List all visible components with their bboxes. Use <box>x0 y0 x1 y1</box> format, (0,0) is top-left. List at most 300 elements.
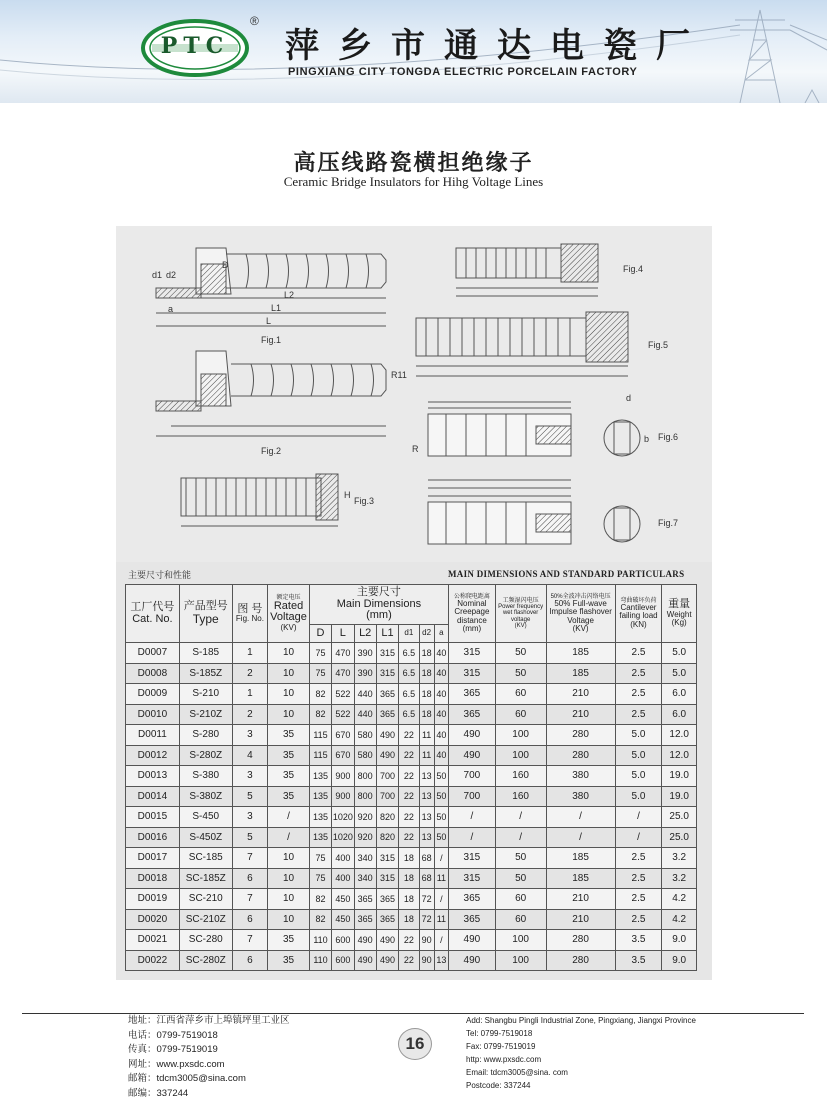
cell-fig-no: 7 <box>232 889 268 910</box>
cell-L: 450 <box>332 889 354 910</box>
cell-fig-no: 3 <box>232 807 268 828</box>
cell-rated-voltage: 10 <box>268 663 310 684</box>
cell-creepage: 490 <box>449 745 496 766</box>
footer-email-cn[interactable]: 邮箱：tdcm3005@sina.com <box>128 1072 290 1087</box>
header-fig-no: 图 号 Fig. No. <box>232 585 268 643</box>
cell-D: 82 <box>309 704 331 725</box>
cell-L2: 390 <box>354 663 376 684</box>
cell-cantilever-load: 5.0 <box>615 725 662 746</box>
cell-d1: 22 <box>399 766 419 787</box>
cell-L1: 365 <box>376 684 398 705</box>
cell-a: / <box>434 889 448 910</box>
cell-impulse-flashover: 280 <box>546 950 615 971</box>
specifications-table <box>125 584 697 971</box>
cell-cat-no: D0017 <box>126 848 180 869</box>
cell-fig-no: 6 <box>232 868 268 889</box>
fig3-drawing <box>181 474 338 526</box>
cell-cantilever-load: 5.0 <box>615 786 662 807</box>
cell-L: 522 <box>332 704 354 725</box>
dim-D-label: D <box>222 260 229 270</box>
cell-L: 400 <box>332 848 354 869</box>
header-creepage: 公称爬电距离 Nominal Creepage distance (mm) <box>449 585 496 643</box>
cell-d2: 13 <box>419 786 434 807</box>
cell-D: 135 <box>309 827 331 848</box>
cell-cantilever-load: 2.5 <box>615 663 662 684</box>
cell-cantilever-load: 2.5 <box>615 889 662 910</box>
cell-impulse-flashover: / <box>546 807 615 828</box>
cell-cat-no: D0011 <box>126 725 180 746</box>
cell-impulse-flashover: 280 <box>546 745 615 766</box>
cell-fig-no: 4 <box>232 745 268 766</box>
cell-D: 135 <box>309 786 331 807</box>
company-name-cn: 萍乡市通达电瓷厂 <box>285 18 709 67</box>
cell-cantilever-load: 3.5 <box>615 950 662 971</box>
cell-L: 900 <box>332 786 354 807</box>
footer-postcode-cn: 邮编：337244 <box>128 1087 290 1101</box>
cell-cantilever-load: 2.5 <box>615 704 662 725</box>
cell-D: 115 <box>309 745 331 766</box>
cell-creepage: 700 <box>449 766 496 787</box>
cell-type: S-450Z <box>179 827 232 848</box>
cell-rated-voltage: 10 <box>268 643 310 664</box>
header-col-a: a <box>434 625 448 643</box>
table-row <box>126 786 697 807</box>
cell-L2: 365 <box>354 909 376 930</box>
header-col-d2: d2 <box>419 625 434 643</box>
cell-type: S-185Z <box>179 663 232 684</box>
table-row <box>126 725 697 746</box>
cell-d1: 18 <box>399 889 419 910</box>
header-wet-flashover: 工频湿闪电压 Power frequency wet flashover voltage (KV) <box>495 585 546 643</box>
cell-L: 1020 <box>332 807 354 828</box>
cell-fig-no: 6 <box>232 909 268 930</box>
cell-cat-no: D0013 <box>126 766 180 787</box>
cell-d2: 72 <box>419 909 434 930</box>
cell-cat-no: D0019 <box>126 889 180 910</box>
cell-creepage: 315 <box>449 643 496 664</box>
dim-L2-label: L2 <box>284 290 294 300</box>
cell-type: SC-210 <box>179 889 232 910</box>
cell-weight: 6.0 <box>662 704 697 725</box>
cell-d2: 13 <box>419 807 434 828</box>
cell-d2: 68 <box>419 868 434 889</box>
cell-rated-voltage: 10 <box>268 684 310 705</box>
cell-impulse-flashover: 185 <box>546 868 615 889</box>
cell-d2: 11 <box>419 745 434 766</box>
table-row <box>126 827 697 848</box>
cell-type: SC-280Z <box>179 950 232 971</box>
cell-rated-voltage: 10 <box>268 909 310 930</box>
cell-wet-flashover: 100 <box>495 930 546 951</box>
header-col-L1: L1 <box>376 625 398 643</box>
cell-type: S-185 <box>179 643 232 664</box>
cell-L2: 580 <box>354 725 376 746</box>
cell-wet-flashover: 160 <box>495 766 546 787</box>
cell-type: S-210Z <box>179 704 232 725</box>
cell-rated-voltage: 35 <box>268 766 310 787</box>
cell-impulse-flashover: 185 <box>546 848 615 869</box>
cell-wet-flashover: 100 <box>495 745 546 766</box>
header-cantilever-load: 弯曲破坏负荷 Cantilever failing load (KN) <box>615 585 662 643</box>
cell-rated-voltage: 35 <box>268 950 310 971</box>
cell-rated-voltage: 35 <box>268 725 310 746</box>
cell-impulse-flashover: 380 <box>546 786 615 807</box>
cell-impulse-flashover: 380 <box>546 766 615 787</box>
cell-weight: 25.0 <box>662 807 697 828</box>
cell-impulse-flashover: 210 <box>546 684 615 705</box>
footer-fax-en: Fax: 0799-7519019 <box>466 1040 696 1053</box>
table-row <box>126 643 697 664</box>
cell-fig-no: 7 <box>232 930 268 951</box>
cell-a: 40 <box>434 704 448 725</box>
cell-rated-voltage: 10 <box>268 704 310 725</box>
dim-b-label: b <box>644 434 649 444</box>
footer-website-en[interactable]: http: www.pxsdc.com <box>466 1053 696 1066</box>
cell-L1: 315 <box>376 848 398 869</box>
cell-L2: 390 <box>354 643 376 664</box>
dim-H-label: H <box>344 490 351 500</box>
fig2-label: Fig.2 <box>261 446 281 456</box>
cell-L1: 700 <box>376 766 398 787</box>
cell-wet-flashover: 60 <box>495 704 546 725</box>
cell-D: 135 <box>309 766 331 787</box>
cell-fig-no: 1 <box>232 643 268 664</box>
cell-L1: 315 <box>376 663 398 684</box>
fig6-drawing <box>428 402 640 456</box>
table-row <box>126 930 697 951</box>
cell-L: 1020 <box>332 827 354 848</box>
cell-a: 40 <box>434 663 448 684</box>
fig4-drawing <box>456 244 598 296</box>
cell-weight: 5.0 <box>662 643 697 664</box>
table-row <box>126 909 697 930</box>
footer-phone-en: Tel: 0799-7519018 <box>466 1027 696 1040</box>
cell-d2: 68 <box>419 848 434 869</box>
fig3-label: Fig.3 <box>354 496 374 506</box>
cell-a: 50 <box>434 827 448 848</box>
cell-d1: 6.5 <box>399 643 419 664</box>
cell-D: 82 <box>309 909 331 930</box>
header-type: 产品型号 Type <box>179 585 232 643</box>
fig4-label: Fig.4 <box>623 264 643 274</box>
cell-weight: 4.2 <box>662 889 697 910</box>
cell-a: 50 <box>434 786 448 807</box>
header-cat-no: 工厂代号 Cat. No. <box>126 585 180 643</box>
fig5-drawing <box>416 312 628 376</box>
cell-d1: 22 <box>399 930 419 951</box>
cell-d2: 18 <box>419 643 434 664</box>
table-row <box>126 889 697 910</box>
cell-L1: 315 <box>376 643 398 664</box>
cell-L2: 490 <box>354 950 376 971</box>
cell-wet-flashover: / <box>495 827 546 848</box>
cell-L2: 340 <box>354 848 376 869</box>
cell-D: 75 <box>309 643 331 664</box>
cell-L1: 700 <box>376 786 398 807</box>
cell-a: 11 <box>434 909 448 930</box>
cell-creepage: 315 <box>449 868 496 889</box>
cell-cat-no: D0007 <box>126 643 180 664</box>
cell-cantilever-load: 2.5 <box>615 643 662 664</box>
cell-fig-no: 5 <box>232 786 268 807</box>
cell-d2: 72 <box>419 889 434 910</box>
cell-d1: 6.5 <box>399 704 419 725</box>
page-number: 16 <box>398 1028 432 1060</box>
cell-rated-voltage: / <box>268 807 310 828</box>
cell-impulse-flashover: 185 <box>546 663 615 684</box>
cell-cantilever-load: / <box>615 827 662 848</box>
cell-D: 75 <box>309 663 331 684</box>
cell-wet-flashover: 160 <box>495 786 546 807</box>
cell-wet-flashover: 50 <box>495 848 546 869</box>
cell-d1: 22 <box>399 745 419 766</box>
cell-L2: 440 <box>354 684 376 705</box>
cell-type: SC-280 <box>179 930 232 951</box>
footer-address-cn: 地址：江西省萍乡市上埠镇坪里工业区 <box>128 1014 290 1029</box>
footer-phone-cn: 电话：0799-7519018 <box>128 1029 290 1044</box>
cell-a: / <box>434 848 448 869</box>
cell-weight: 12.0 <box>662 725 697 746</box>
cell-d2: 18 <box>419 684 434 705</box>
cell-L2: 580 <box>354 745 376 766</box>
cell-weight: 6.0 <box>662 684 697 705</box>
cell-creepage: / <box>449 827 496 848</box>
cell-L: 470 <box>332 643 354 664</box>
dim-d2-label: d2 <box>166 270 176 280</box>
cell-type: SC-210Z <box>179 909 232 930</box>
cell-a: 50 <box>434 807 448 828</box>
cell-L1: 490 <box>376 930 398 951</box>
table-row <box>126 848 697 869</box>
footer-address-en: Add: Shangbu Pingli Industrial Zone, Pingxiang, Jiangxi Province <box>466 1014 696 1027</box>
cell-d2: 90 <box>419 930 434 951</box>
fig1-label: Fig.1 <box>261 335 281 345</box>
cell-D: 82 <box>309 889 331 910</box>
cell-type: S-210 <box>179 684 232 705</box>
header-col-L: L <box>332 625 354 643</box>
dim-R11-label: R11 <box>391 370 407 380</box>
cell-L1: 490 <box>376 745 398 766</box>
drawings-svg <box>116 226 712 562</box>
table-row <box>126 745 697 766</box>
cell-wet-flashover: / <box>495 807 546 828</box>
header-main-dimensions: 主要尺寸 Main Dimensions (mm) <box>309 585 448 625</box>
cell-creepage: 315 <box>449 663 496 684</box>
cell-wet-flashover: 60 <box>495 909 546 930</box>
cell-L: 900 <box>332 766 354 787</box>
cell-fig-no: 6 <box>232 950 268 971</box>
cell-D: 135 <box>309 807 331 828</box>
table-row <box>126 663 697 684</box>
cell-a: 50 <box>434 766 448 787</box>
cell-wet-flashover: 100 <box>495 725 546 746</box>
cell-cat-no: D0015 <box>126 807 180 828</box>
dim-L1-label: L1 <box>271 303 281 313</box>
cell-fig-no: 7 <box>232 848 268 869</box>
cell-creepage: 490 <box>449 930 496 951</box>
cell-wet-flashover: 50 <box>495 643 546 664</box>
footer-contact-cn <box>128 1014 290 1101</box>
cell-a: 11 <box>434 868 448 889</box>
cell-D: 75 <box>309 848 331 869</box>
table-row <box>126 807 697 828</box>
cell-L: 400 <box>332 868 354 889</box>
cell-weight: 4.2 <box>662 909 697 930</box>
cell-fig-no: 2 <box>232 704 268 725</box>
cell-L2: 440 <box>354 704 376 725</box>
cell-cat-no: D0014 <box>126 786 180 807</box>
cell-type: SC-185Z <box>179 868 232 889</box>
cell-weight: 9.0 <box>662 930 697 951</box>
cell-L1: 820 <box>376 807 398 828</box>
dim-a-label: a <box>168 304 173 314</box>
footer-website-cn[interactable]: 网址：www.pxsdc.com <box>128 1058 290 1073</box>
footer-postcode-en: Postcode: 337244 <box>466 1079 696 1092</box>
cell-type: S-450 <box>179 807 232 828</box>
fig6-label: Fig.6 <box>658 432 678 442</box>
cell-impulse-flashover: 210 <box>546 704 615 725</box>
dim-L-label: L <box>266 316 271 326</box>
cell-creepage: / <box>449 807 496 828</box>
cell-rated-voltage: 10 <box>268 848 310 869</box>
cell-d1: 22 <box>399 786 419 807</box>
cell-cat-no: D0018 <box>126 868 180 889</box>
cell-type: S-280 <box>179 725 232 746</box>
table-row <box>126 868 697 889</box>
cell-impulse-flashover: 185 <box>546 643 615 664</box>
company-name-en: PINGXIANG CITY TONGDA ELECTRIC PORCELAIN FACTORY <box>288 66 637 78</box>
cell-type: S-380 <box>179 766 232 787</box>
table-label-en: MAIN DIMENSIONS AND STANDARD PARTICULARS <box>448 569 684 579</box>
cell-rated-voltage: 10 <box>268 889 310 910</box>
cell-weight: 12.0 <box>662 745 697 766</box>
header-col-D: D <box>309 625 331 643</box>
logo-text: PTC <box>150 33 240 59</box>
cell-impulse-flashover: 280 <box>546 930 615 951</box>
cell-rated-voltage: / <box>268 827 310 848</box>
cell-cantilever-load: 2.5 <box>615 868 662 889</box>
cell-fig-no: 5 <box>232 827 268 848</box>
page-title: 高压线路瓷横担绝缘子 <box>0 146 827 177</box>
cell-cat-no: D0021 <box>126 930 180 951</box>
cell-rated-voltage: 35 <box>268 786 310 807</box>
cell-d2: 18 <box>419 704 434 725</box>
cell-D: 115 <box>309 725 331 746</box>
fig5-label: Fig.5 <box>648 340 668 350</box>
cell-L2: 800 <box>354 786 376 807</box>
cell-weight: 3.2 <box>662 868 697 889</box>
cell-weight: 5.0 <box>662 663 697 684</box>
cell-cat-no: D0020 <box>126 909 180 930</box>
cell-a: 40 <box>434 725 448 746</box>
cell-wet-flashover: 50 <box>495 868 546 889</box>
cell-cat-no: D0022 <box>126 950 180 971</box>
cell-fig-no: 3 <box>232 766 268 787</box>
cell-L: 600 <box>332 950 354 971</box>
cell-a: 13 <box>434 950 448 971</box>
cell-L2: 800 <box>354 766 376 787</box>
header-impulse-flashover: 50%全波冲击闪络电压 50% Full-wave Impulse flashover Voltage (KV) <box>546 585 615 643</box>
fig2-drawing <box>156 351 386 436</box>
footer-contact-en <box>466 1014 696 1092</box>
cell-fig-no: 1 <box>232 684 268 705</box>
cell-a: 40 <box>434 745 448 766</box>
specifications-table-body <box>126 643 697 971</box>
cell-D: 75 <box>309 868 331 889</box>
cell-L1: 490 <box>376 950 398 971</box>
fig7-drawing <box>428 480 640 544</box>
cell-wet-flashover: 60 <box>495 889 546 910</box>
cell-creepage: 315 <box>449 848 496 869</box>
cell-cat-no: D0016 <box>126 827 180 848</box>
cell-D: 110 <box>309 930 331 951</box>
cell-weight: 19.0 <box>662 766 697 787</box>
cell-d2: 13 <box>419 827 434 848</box>
cell-fig-no: 2 <box>232 663 268 684</box>
cell-L2: 340 <box>354 868 376 889</box>
cell-cantilever-load: 2.5 <box>615 909 662 930</box>
cell-fig-no: 3 <box>232 725 268 746</box>
cell-L: 670 <box>332 725 354 746</box>
cell-creepage: 490 <box>449 950 496 971</box>
cell-L2: 365 <box>354 889 376 910</box>
table-row <box>126 950 697 971</box>
cell-L1: 365 <box>376 889 398 910</box>
cell-L2: 920 <box>354 827 376 848</box>
cell-L1: 315 <box>376 868 398 889</box>
cell-L: 670 <box>332 745 354 766</box>
cell-a: / <box>434 930 448 951</box>
cell-D: 110 <box>309 950 331 971</box>
footer-email-en[interactable]: Email: tdcm3005@sina. com <box>466 1066 696 1079</box>
table-row <box>126 704 697 725</box>
dim-R-label: R <box>412 444 419 454</box>
cell-type: S-280Z <box>179 745 232 766</box>
table-label-cn: 主要尺寸和性能 <box>128 568 191 581</box>
cell-L2: 490 <box>354 930 376 951</box>
cell-a: 40 <box>434 643 448 664</box>
cell-creepage: 365 <box>449 704 496 725</box>
cell-impulse-flashover: / <box>546 827 615 848</box>
registered-mark: ® <box>250 14 259 28</box>
cell-creepage: 490 <box>449 725 496 746</box>
cell-d1: 6.5 <box>399 684 419 705</box>
cell-L1: 820 <box>376 827 398 848</box>
cell-L1: 365 <box>376 704 398 725</box>
page-subtitle: Ceramic Bridge Insulators for Hihg Voltage Lines <box>0 174 827 190</box>
cell-d2: 13 <box>419 766 434 787</box>
cell-d2: 90 <box>419 950 434 971</box>
header-banner <box>0 0 827 103</box>
cell-d2: 18 <box>419 663 434 684</box>
cell-cat-no: D0009 <box>126 684 180 705</box>
cell-L: 470 <box>332 663 354 684</box>
cell-creepage: 365 <box>449 684 496 705</box>
cell-weight: 19.0 <box>662 786 697 807</box>
cell-impulse-flashover: 210 <box>546 889 615 910</box>
header-rated-voltage: 额定电压 Rated Voltage (KV) <box>268 585 310 643</box>
cell-wet-flashover: 60 <box>495 684 546 705</box>
cell-d1: 22 <box>399 725 419 746</box>
dim-d-label: d <box>626 393 631 403</box>
cell-cantilever-load: 5.0 <box>615 745 662 766</box>
cell-L: 450 <box>332 909 354 930</box>
cell-L: 600 <box>332 930 354 951</box>
cell-impulse-flashover: 280 <box>546 725 615 746</box>
cell-type: S-380Z <box>179 786 232 807</box>
cell-d1: 18 <box>399 848 419 869</box>
header-col-L2: L2 <box>354 625 376 643</box>
